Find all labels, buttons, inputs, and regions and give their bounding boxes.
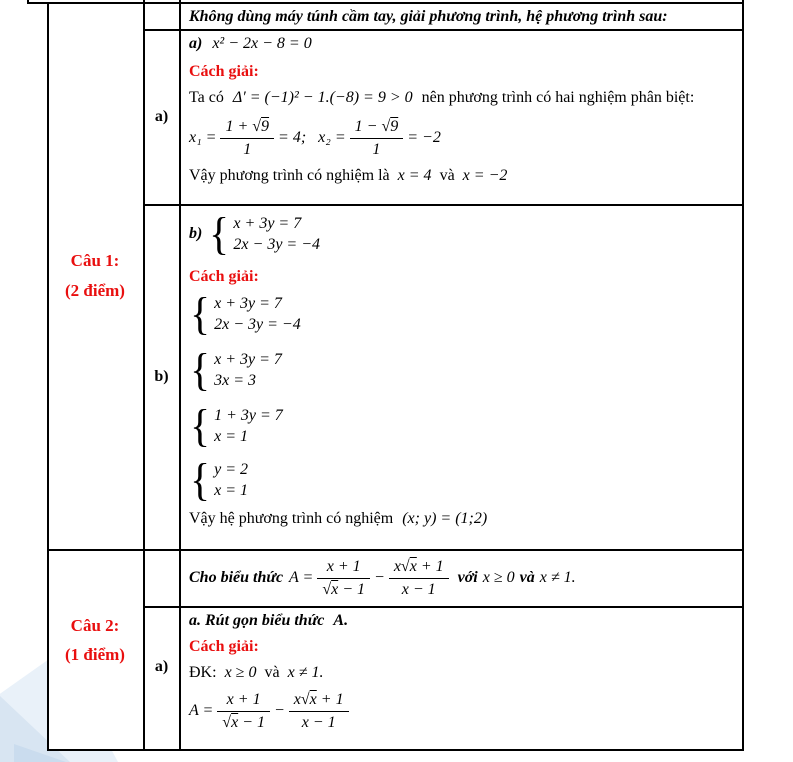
- conclusion-a-m2: x = −2: [462, 167, 508, 184]
- table-border-col2-left: [143, 0, 145, 751]
- table-border-cau-split: [47, 549, 744, 551]
- equation-system-3: [189, 400, 283, 451]
- system-4-line: [189, 454, 734, 505]
- radical-sign: √: [381, 117, 391, 135]
- fraction-x2: [350, 117, 404, 160]
- conclusion-a-mid: và: [439, 167, 455, 184]
- cho-bieu-thuc-label: Cho biểu thức: [189, 569, 284, 586]
- task-A: A.: [333, 612, 349, 629]
- inline-label-a: a): [189, 35, 203, 52]
- x1-tail: = 4;: [278, 129, 307, 146]
- table-border-row-ab: [143, 204, 744, 206]
- cau2-points: (1 điểm): [65, 645, 125, 664]
- fraction1-den-post: − 1: [342, 580, 366, 598]
- voi-label: với: [457, 569, 478, 586]
- system2-eq1: x + 3y = 7: [214, 351, 282, 368]
- system4-eq2: x = 1: [214, 482, 248, 499]
- x2-radicand: 9: [390, 117, 399, 135]
- row-label-b1-text: b): [154, 368, 169, 385]
- delta-math: Δ′ = (−1)² − 1.(−8) = 9 > 0: [232, 89, 413, 106]
- fraction2-num-post: + 1: [420, 557, 444, 575]
- table-border-right: [742, 0, 744, 751]
- brace-glyph: {: [209, 208, 230, 259]
- fraction1-den-post: − 1: [242, 713, 265, 731]
- x2-tail: = −2: [407, 129, 441, 146]
- equation-system-given: [208, 208, 321, 259]
- table-border-top: [27, 2, 744, 4]
- table-border-header-bottom: [143, 29, 744, 31]
- x1-lead: x₁ =: [189, 129, 217, 146]
- A-equals: A =: [189, 702, 214, 719]
- system3-eq2: x = 1: [214, 428, 248, 445]
- table-border-col2-right: [179, 0, 181, 751]
- brace-glyph: {: [190, 344, 210, 395]
- cach-giai-label: Cách giải:: [189, 638, 259, 655]
- conclusion-b-math: (x; y) = (1;2): [402, 510, 488, 527]
- x2-den: 1: [372, 140, 381, 158]
- brace-glyph: {: [190, 454, 210, 505]
- delta-line: [189, 89, 734, 107]
- system1-eq2: 2x − 3y = −4: [214, 316, 301, 333]
- x2-num: 1 −: [354, 117, 378, 135]
- minus-sign: −: [374, 569, 385, 586]
- va-label: và: [519, 569, 535, 586]
- cau1-title: Câu 1:: [70, 250, 120, 270]
- minus-sign: −: [273, 702, 285, 719]
- cau2-label-cell: [49, 551, 141, 748]
- cach-giai-label: Cách giải:: [189, 63, 259, 80]
- fraction1-num: x + 1: [217, 690, 270, 712]
- fraction2-num-pre: x: [293, 690, 301, 708]
- radical-sign: √: [222, 713, 232, 731]
- conclusion-b-pre: Vậy hệ phương trình có nghiệm: [189, 510, 394, 527]
- cau2-title: Câu 2:: [70, 616, 120, 635]
- delta-pre: Ta có: [189, 89, 224, 106]
- x1-num: 1 +: [225, 117, 249, 135]
- row-label-a2: [145, 608, 178, 748]
- condition-1: x ≥ 0: [482, 569, 515, 586]
- conclusion-b-line: [189, 510, 734, 528]
- fraction2-num-post: + 1: [320, 690, 344, 708]
- cach-giai-label: Cách giải:: [189, 268, 259, 285]
- conclusion-a-line: [189, 167, 734, 185]
- radical-sign: √: [300, 690, 310, 708]
- system4-eq1: y = 2: [214, 461, 248, 478]
- header-cell: [181, 4, 741, 29]
- fraction2-den: x − 1: [301, 713, 336, 731]
- fraction2-num-pre: x: [393, 557, 401, 575]
- row-label-a1: [145, 31, 178, 203]
- system-3-line: [189, 400, 734, 451]
- row-label-b1: [145, 206, 178, 548]
- equation-system-1: [189, 288, 301, 339]
- condition-2: x ≠ 1.: [539, 569, 576, 586]
- fraction2-radicand: x: [309, 690, 317, 708]
- cau1-label-cell: [49, 4, 141, 547]
- equation-a-line: [189, 35, 734, 53]
- system-given-line: [189, 208, 734, 259]
- equation-a: x² − 2x − 8 = 0: [212, 35, 312, 52]
- dk-pre: ĐK:: [189, 664, 217, 681]
- fraction-2: [389, 557, 449, 600]
- conclusion-a-m1: x = 4: [397, 167, 432, 184]
- expression-cell: [181, 551, 742, 605]
- radical-sign: √: [400, 557, 410, 575]
- equation-system-4: [189, 454, 248, 505]
- x2-lead: x₂ =: [318, 129, 346, 146]
- delta-post: nên phương trình có hai nghiệm phân biệt:: [421, 89, 695, 106]
- roots-line: [189, 115, 734, 161]
- system3-eq1: 1 + 3y = 7: [214, 407, 283, 424]
- brace-glyph: {: [190, 400, 210, 451]
- solution-a-cell: [181, 31, 742, 203]
- fraction2-radicand: x: [409, 557, 417, 575]
- system-1-line: [189, 288, 734, 339]
- solution-b-cell: [181, 206, 742, 548]
- row-label-a1-text: a): [154, 108, 169, 125]
- system1-eq1: x + 3y = 7: [214, 295, 282, 312]
- A-equals: A =: [289, 569, 314, 586]
- x1-radicand: 9: [261, 117, 270, 135]
- radical-sign: √: [252, 117, 262, 135]
- fraction1-radicand: x: [231, 713, 239, 731]
- task-pre: a. Rút gọn biểu thức: [189, 612, 325, 629]
- table-border-left: [47, 2, 49, 751]
- task-line: [189, 612, 734, 630]
- fraction-1: [217, 690, 270, 733]
- dk-line: [189, 664, 734, 682]
- fraction-1: [317, 557, 370, 600]
- equation-system-2: [189, 344, 282, 395]
- inline-label-b: b): [189, 225, 203, 242]
- radical-sign: √: [322, 580, 332, 598]
- dk-condition-2: x ≠ 1.: [287, 664, 324, 681]
- dk-condition-1: x ≥ 0: [224, 664, 257, 681]
- brace-glyph: {: [190, 288, 210, 339]
- system2-eq2: 3x = 3: [214, 372, 256, 389]
- cau1-points: (2 điểm): [65, 280, 125, 300]
- fraction2-den: x − 1: [401, 580, 436, 598]
- fraction1-radicand: x: [331, 580, 339, 598]
- fraction-2: [289, 690, 349, 733]
- dk-mid: và: [264, 664, 280, 681]
- simplify-cell: [181, 608, 742, 748]
- system-given-eq2: 2x − 3y = −4: [233, 236, 321, 253]
- conclusion-a-pre: Vậy phương trình có nghiệm là: [189, 167, 390, 184]
- system-given-eq1: x + 3y = 7: [233, 215, 302, 232]
- row-label-a2-text: a): [154, 658, 169, 675]
- A-expression-line: [189, 688, 734, 734]
- system-2-line: [189, 344, 734, 395]
- table-border-bottom: [47, 749, 744, 751]
- x1-den: 1: [243, 140, 252, 158]
- fraction-x1: [220, 117, 274, 160]
- fraction1-num: x + 1: [317, 557, 370, 579]
- exercise-header-text: Không dùng máy túnh cầm tay, giải phương trình, hệ phương trình sau:: [189, 7, 668, 25]
- table-border-cho-bottom: [143, 606, 744, 608]
